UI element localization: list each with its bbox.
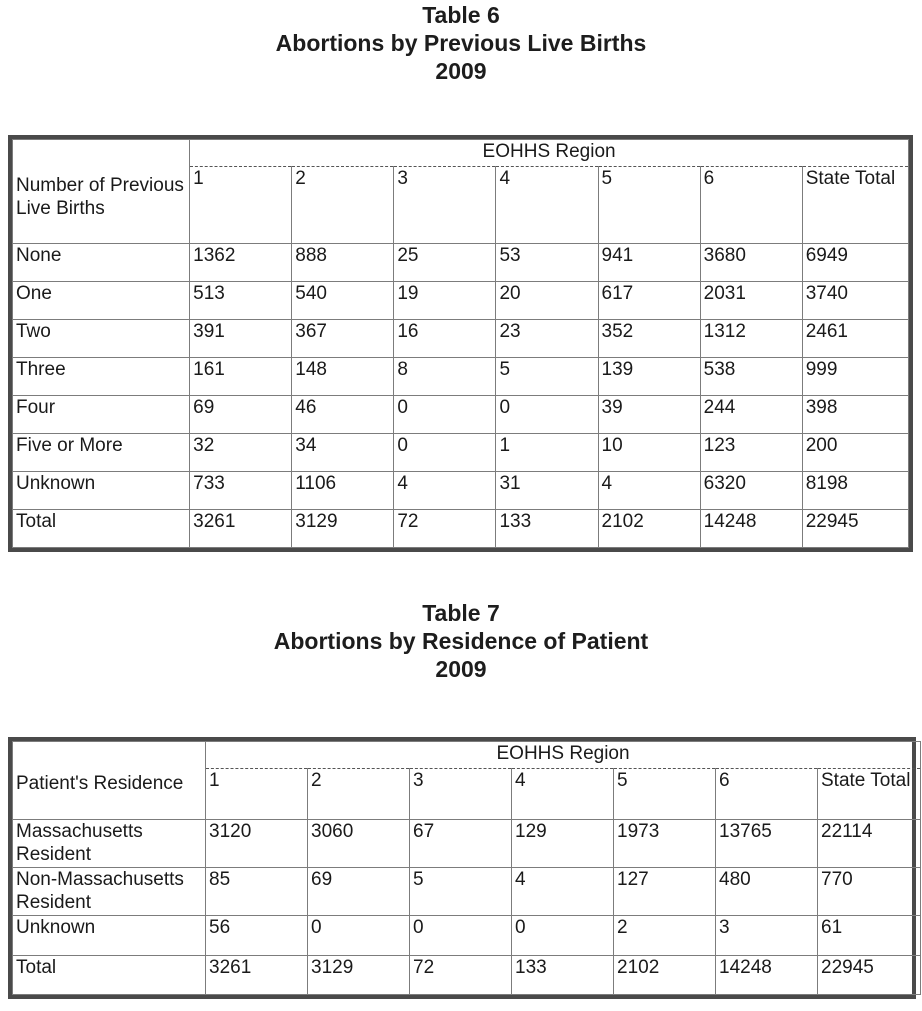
table7-row	[13, 819, 921, 867]
table6-cell: 513	[190, 282, 292, 320]
table7-cell: 3120	[206, 819, 308, 867]
table7-group-header: EOHHS Region	[206, 742, 921, 769]
table6-title-line3: 2009	[435, 58, 487, 84]
table6-cell: 200	[802, 434, 908, 472]
table6-cell: 69	[190, 396, 292, 434]
table6-row-header: Number of Previous Live Births	[13, 140, 190, 244]
table7-cell: 61	[818, 916, 921, 955]
table7-col-header: 5	[614, 769, 716, 819]
table6-row-label: Total	[13, 510, 190, 548]
table6-cell: 3129	[292, 510, 394, 548]
table7-row-label: Massachusetts Resident	[13, 819, 206, 867]
table7-col-header: 6	[716, 769, 818, 819]
table7-cell: 14248	[716, 955, 818, 994]
table6-cell: 6949	[802, 243, 908, 282]
table7-row-label: Total	[13, 955, 206, 994]
table7-cell: 3261	[206, 955, 308, 994]
table7-cell: 127	[614, 867, 716, 915]
table6-cell: 1312	[700, 320, 802, 358]
table7-cell: 22114	[818, 819, 921, 867]
table6-cell: 538	[700, 357, 802, 396]
table6-col-header: 6	[700, 167, 802, 243]
table6-row-label: One	[13, 282, 190, 320]
table6-row-label: Four	[13, 396, 190, 434]
table6-col-header: 4	[496, 167, 598, 243]
table6-cell: 0	[394, 434, 496, 472]
table7-cell: 85	[206, 867, 308, 915]
table6-row-label: Unknown	[13, 471, 190, 510]
table6-cell: 72	[394, 510, 496, 548]
table6-title-line1: Table 6	[422, 2, 500, 28]
table6-col-header: 5	[598, 167, 700, 243]
table6-col-header: 2	[292, 167, 394, 243]
table7-cell: 3060	[308, 819, 410, 867]
table7-cell: 2102	[614, 955, 716, 994]
table7-cell: 5	[410, 867, 512, 915]
table6-cell: 133	[496, 510, 598, 548]
table6-row	[13, 282, 909, 320]
table6-cell: 19	[394, 282, 496, 320]
table6-cell: 8	[394, 357, 496, 396]
table6-cell: 3261	[190, 510, 292, 548]
table7-cell: 2	[614, 916, 716, 955]
table7-grid	[12, 741, 921, 995]
table6-cell: 5	[496, 357, 598, 396]
table6-cell: 1106	[292, 471, 394, 510]
table6-cell: 367	[292, 320, 394, 358]
table6-cell: 10	[598, 434, 700, 472]
table6-cell: 123	[700, 434, 802, 472]
table7-col-header: 4	[512, 769, 614, 819]
table6-cell: 999	[802, 357, 908, 396]
table6	[8, 135, 913, 552]
table7-cell: 1973	[614, 819, 716, 867]
table6-cell: 2031	[700, 282, 802, 320]
table7-cell: 67	[410, 819, 512, 867]
table6-cell: 16	[394, 320, 496, 358]
table7-cell: 4	[512, 867, 614, 915]
table7-row-label: Non-Massachusetts Resident	[13, 867, 206, 915]
table6-cell: 733	[190, 471, 292, 510]
table7-title-line2: Abortions by Residence of Patient	[273, 628, 649, 654]
table6-cell: 941	[598, 243, 700, 282]
table6-cell: 22945	[802, 510, 908, 548]
table7-col-header: 3	[410, 769, 512, 819]
table6-cell: 244	[700, 396, 802, 434]
table6-row-label: None	[13, 243, 190, 282]
table6-row-label: Two	[13, 320, 190, 358]
table6-group-header: EOHHS Region	[190, 140, 909, 167]
table7-cell: 0	[512, 916, 614, 955]
table6-row	[13, 357, 909, 396]
table7-cell: 0	[308, 916, 410, 955]
table6-cell: 617	[598, 282, 700, 320]
table7-row	[13, 916, 921, 955]
table6-cell: 352	[598, 320, 700, 358]
table6-cell: 888	[292, 243, 394, 282]
table7-col-header: 2	[308, 769, 410, 819]
table6-cell: 0	[394, 396, 496, 434]
table6-cell: 2102	[598, 510, 700, 548]
table6-row	[13, 434, 909, 472]
table6-cell: 39	[598, 396, 700, 434]
table6-cell: 1362	[190, 243, 292, 282]
table7-cell: 480	[716, 867, 818, 915]
table6-cell: 53	[496, 243, 598, 282]
table6-cell: 8198	[802, 471, 908, 510]
table6-row	[13, 396, 909, 434]
table7-cell: 3129	[308, 955, 410, 994]
table6-cell: 2461	[802, 320, 908, 358]
table7-cell: 3	[716, 916, 818, 955]
table6-cell: 25	[394, 243, 496, 282]
table6-cell: 1	[496, 434, 598, 472]
table7-col-header: State Total	[818, 769, 921, 819]
table7-cell: 770	[818, 867, 921, 915]
table6-cell: 20	[496, 282, 598, 320]
table6-row-label: Five or More	[13, 434, 190, 472]
table7-cell: 72	[410, 955, 512, 994]
table7-col-header: 1	[206, 769, 308, 819]
table6-cell: 6320	[700, 471, 802, 510]
table7-title-line3: 2009	[435, 656, 487, 682]
table6-cell: 0	[496, 396, 598, 434]
table6-cell: 3680	[700, 243, 802, 282]
table7-cell: 133	[512, 955, 614, 994]
table7-title-line1: Table 7	[422, 600, 500, 626]
table7-row	[13, 955, 921, 994]
table6-cell: 148	[292, 357, 394, 396]
table6-col-header: State Total	[802, 167, 908, 243]
table6-cell: 32	[190, 434, 292, 472]
table6-row-label: Three	[13, 357, 190, 396]
table7-row	[13, 867, 921, 915]
table6-row	[13, 510, 909, 548]
table6-cell: 23	[496, 320, 598, 358]
table7	[8, 737, 916, 999]
table6-cell: 139	[598, 357, 700, 396]
table6-cell: 14248	[700, 510, 802, 548]
table7-row-label: Unknown	[13, 916, 206, 955]
table6-col-header: 3	[394, 167, 496, 243]
table6-cell: 4	[394, 471, 496, 510]
table7-title	[0, 599, 922, 683]
table7-cell: 22945	[818, 955, 921, 994]
table6-cell: 31	[496, 471, 598, 510]
table6-col-header: 1	[190, 167, 292, 243]
table7-cell: 0	[410, 916, 512, 955]
table6-row	[13, 320, 909, 358]
table6-cell: 398	[802, 396, 908, 434]
table6-grid	[12, 139, 909, 548]
table6-cell: 3740	[802, 282, 908, 320]
table7-row-header: Patient's Residence	[13, 742, 206, 820]
table6-title-line2: Abortions by Previous Live Births	[275, 30, 647, 56]
table7-cell: 13765	[716, 819, 818, 867]
table6-title	[0, 1, 922, 85]
table6-row	[13, 243, 909, 282]
table6-cell: 46	[292, 396, 394, 434]
table7-cell: 129	[512, 819, 614, 867]
table6-cell: 391	[190, 320, 292, 358]
table6-cell: 4	[598, 471, 700, 510]
table7-cell: 56	[206, 916, 308, 955]
table7-cell: 69	[308, 867, 410, 915]
table6-cell: 161	[190, 357, 292, 396]
table6-cell: 34	[292, 434, 394, 472]
table6-cell: 540	[292, 282, 394, 320]
table6-row	[13, 471, 909, 510]
